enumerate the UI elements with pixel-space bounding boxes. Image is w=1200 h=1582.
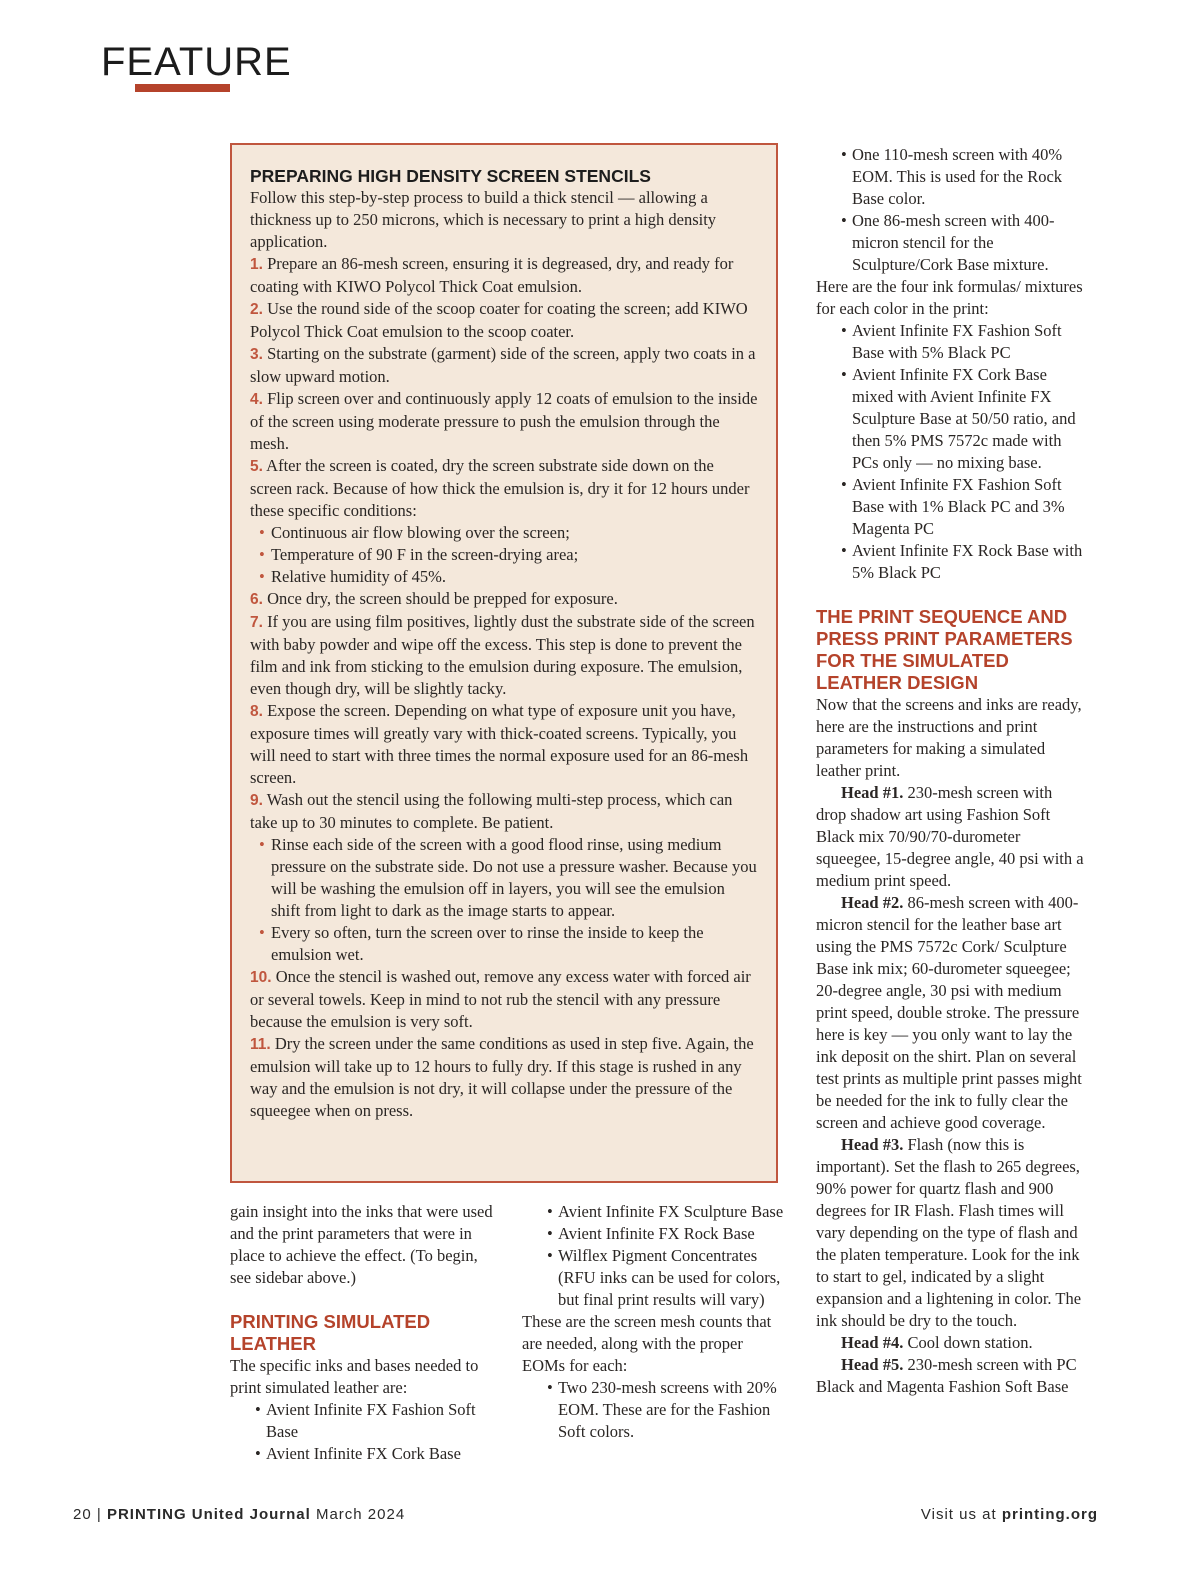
sidebar-title: PREPARING HIGH DENSITY SCREEN STENCILS	[250, 166, 651, 186]
head-paragraph	[816, 1354, 1086, 1398]
list-item: • Avient Infinite FX Fashion Soft Base	[230, 1399, 495, 1443]
list-item: • Temperature of 90 F in the screen-drying area;	[250, 544, 758, 566]
head-label: Head #5.	[841, 1355, 904, 1374]
step-text: Dry the screen under the same conditions as used in step five. Again, the emulsion will take up to 12 hours to fully dry. If this stage is rushed in any way and the emulsion is not dry, it will collapse under the pressure of the squeegee when on press.	[250, 1034, 754, 1120]
step-number: 9.	[250, 792, 263, 809]
step-number: 3.	[250, 346, 263, 363]
footer-right	[921, 1506, 1098, 1523]
head-text: 86-mesh screen with 400-micron stencil for the leather base art using the PMS 7572c Cork/ Sculpture Base ink mix; 60-durometer squeegee; 20-degree angle, 30 psi with medium print speed, double stroke. The pressure here is key — you only want to lay the ink deposit on the shirt. Plan on several test prints as multiple print passes might be needed for the ink to fully clear the screen and achieve good coverage.	[816, 893, 1082, 1132]
list-item: • Relative humidity of 45%.	[250, 566, 758, 588]
step-number: 4.	[250, 391, 263, 408]
list-item: • Avient Infinite FX Fashion Soft Base with 1% Black PC and 3% Magenta PC	[816, 474, 1086, 540]
website-link[interactable]: printing.org	[1001, 1506, 1098, 1523]
step-text: After the screen is coated, dry the screen substrate side down on the screen rack. Because of how thick the emulsion is, dry it for 12 hours under these specific conditions:	[250, 456, 750, 520]
step-number: 8.	[250, 703, 263, 720]
paragraph: Now that the screens and inks are ready, here are the instructions and print parameters for making a simulated leather print.	[816, 695, 1082, 780]
sidebar-intro: Follow this step-by-step process to build a thick stencil — allowing a thickness up to 250 microns, which is necessary to print a high density application.	[250, 188, 717, 251]
head-text: 230-mesh screen with drop shadow art using Fashion Soft Black mix 70/90/70-durometer squeegee, 15-degree angle, 40 psi with a medium print speed.	[816, 783, 1084, 890]
footer-left	[73, 1506, 405, 1523]
visit-text: Visit us at	[920, 1506, 997, 1523]
section-heading: THE PRINT SEQUENCE AND PRESS PRINT PARAMETERS FOR THE SIMULATED LEATHER DESIGN	[816, 606, 1073, 693]
step	[250, 611, 758, 700]
step	[250, 588, 758, 611]
step	[250, 298, 758, 343]
step	[250, 1033, 758, 1122]
publication-name: PRINTING United Journal	[106, 1506, 311, 1523]
step-text: Starting on the substrate (garment) side of the screen, apply two coats in a slow upward motion.	[250, 344, 756, 386]
step-number: 2.	[250, 301, 263, 318]
list-item: • Continuous air flow blowing over the screen;	[250, 522, 758, 544]
paragraph: gain insight into the inks that were used and the print parameters that were in place to achieve the effect. (To begin, see sidebar above.)	[230, 1202, 493, 1287]
head-label: Head #2.	[841, 893, 904, 912]
list-item: • One 86-mesh screen with 400-micron stencil for the Sculpture/Cork Base mixture.	[816, 210, 1086, 276]
head-text: 230-mesh screen with PC Black and Magenta Fashion Soft Base	[816, 1355, 1077, 1396]
head-paragraph	[816, 1134, 1086, 1332]
step-text: Flip screen over and continuously apply 12 coats of emulsion to the inside of the screen using moderate pressure to push the emulsion through the mesh.	[250, 389, 758, 453]
issue-date: March 2024	[315, 1506, 406, 1523]
head-label: Head #3.	[841, 1135, 904, 1154]
step-number: 10.	[250, 969, 272, 986]
step	[250, 253, 758, 298]
list-item: • Avient Infinite FX Rock Base with 5% Black PC	[816, 540, 1086, 584]
step-text: If you are using film positives, lightly dust the substrate side of the screen with baby powder and wipe off the excess. This step is done to prevent the film and ink from sticking to the emulsion during exposure. The emulsion, even though dry, will be slightly tacky.	[250, 612, 755, 698]
step	[250, 700, 758, 789]
list-item: • Every so often, turn the screen over to rinse the inside to keep the emulsion wet.	[250, 922, 758, 966]
section-label: FEATURE	[101, 40, 292, 84]
list-item: • Wilflex Pigment Concentrates (RFU inks can be used for colors, but final print results will vary)	[522, 1245, 787, 1311]
list-item: • Avient Infinite FX Sculpture Base	[522, 1201, 787, 1223]
step-number: 6.	[250, 591, 263, 608]
step	[250, 388, 758, 455]
column-1	[230, 1201, 495, 1465]
section-underline	[135, 84, 230, 92]
head-text: Flash (now this is important). Set the flash to 265 degrees, 90% power for quartz flash and 900 degrees for IR Flash. Flash times will vary depending on the type of flash and the platen temperature. Look for the ink to start to gel, indicated by a slight expansion and a lightening in color. The ink should be dry to the touch.	[816, 1135, 1082, 1330]
step-text: Use the round side of the scoop coater for coating the screen; add KIWO Polycol Thick Coat emulsion to the scoop coater.	[250, 299, 748, 341]
step	[250, 789, 758, 834]
step	[250, 966, 758, 1033]
sidebar-box	[230, 143, 778, 1183]
list-item: • Avient Infinite FX Cork Base	[230, 1443, 495, 1465]
paragraph: Here are the four ink formulas/ mixtures for each color in the print:	[816, 277, 1083, 318]
head-label: Head #1.	[841, 783, 904, 802]
step	[250, 343, 758, 388]
column-2	[522, 1201, 787, 1443]
step	[250, 455, 758, 522]
step-text: Expose the screen. Depending on what type of exposure unit you have, exposure times will greatly vary with thick-coated screens. Typically, you will need to start with three times the normal exposure used for an 86-mesh screen.	[250, 701, 749, 787]
step-number: 7.	[250, 614, 263, 631]
head-text: Cool down station.	[907, 1333, 1033, 1352]
paragraph: These are the screen mesh counts that are needed, along with the proper EOMs for each:	[522, 1312, 772, 1375]
step-text: Wash out the stencil using the following multi-step process, which can take up to 30 minutes to complete. Be patient.	[250, 790, 733, 832]
step-number: 1.	[250, 256, 263, 273]
list-item: • Avient Infinite FX Cork Base mixed with Avient Infinite FX Sculpture Base at 50/50 ratio, and then 5% PMS 7572c made with PCs only — no mixing base.	[816, 364, 1086, 474]
list-item: • Two 230-mesh screens with 20% EOM. These are for the Fashion Soft colors.	[522, 1377, 787, 1443]
section-heading: PRINTING SIMULATED LEATHER	[230, 1311, 431, 1354]
step-number: 11.	[250, 1036, 271, 1053]
list-item: • Avient Infinite FX Rock Base	[522, 1223, 787, 1245]
step-text: Once dry, the screen should be prepped for exposure.	[267, 589, 618, 608]
head-paragraph	[816, 782, 1086, 892]
list-item: • One 110-mesh screen with 40% EOM. This is used for the Rock Base color.	[816, 144, 1086, 210]
list-item: • Rinse each side of the screen with a good flood rinse, using medium pressure on the substrate side. Do not use a pressure washer. Because you will be washing the emulsion off in layers, you will see the emulsion shift from light to dark as the image starts to appear.	[250, 834, 758, 922]
head-paragraph	[816, 892, 1086, 1134]
step-number: 5.	[250, 458, 263, 475]
list-item: • Avient Infinite FX Fashion Soft Base with 5% Black PC	[816, 320, 1086, 364]
footer-separator: |	[96, 1506, 102, 1523]
paragraph: The specific inks and bases needed to print simulated leather are:	[230, 1356, 479, 1397]
column-3	[816, 144, 1086, 1398]
page-number: 20	[73, 1506, 92, 1523]
step-text: Prepare an 86-mesh screen, ensuring it is degreased, dry, and ready for coating with KIWO Polycol Thick Coat emulsion.	[250, 254, 734, 296]
head-label: Head #4.	[841, 1333, 904, 1352]
step-text: Once the stencil is washed out, remove any excess water with forced air or several towels. Keep in mind to not rub the stencil with any pressure because the emulsion is very soft.	[250, 967, 751, 1031]
head-paragraph	[816, 1332, 1086, 1354]
